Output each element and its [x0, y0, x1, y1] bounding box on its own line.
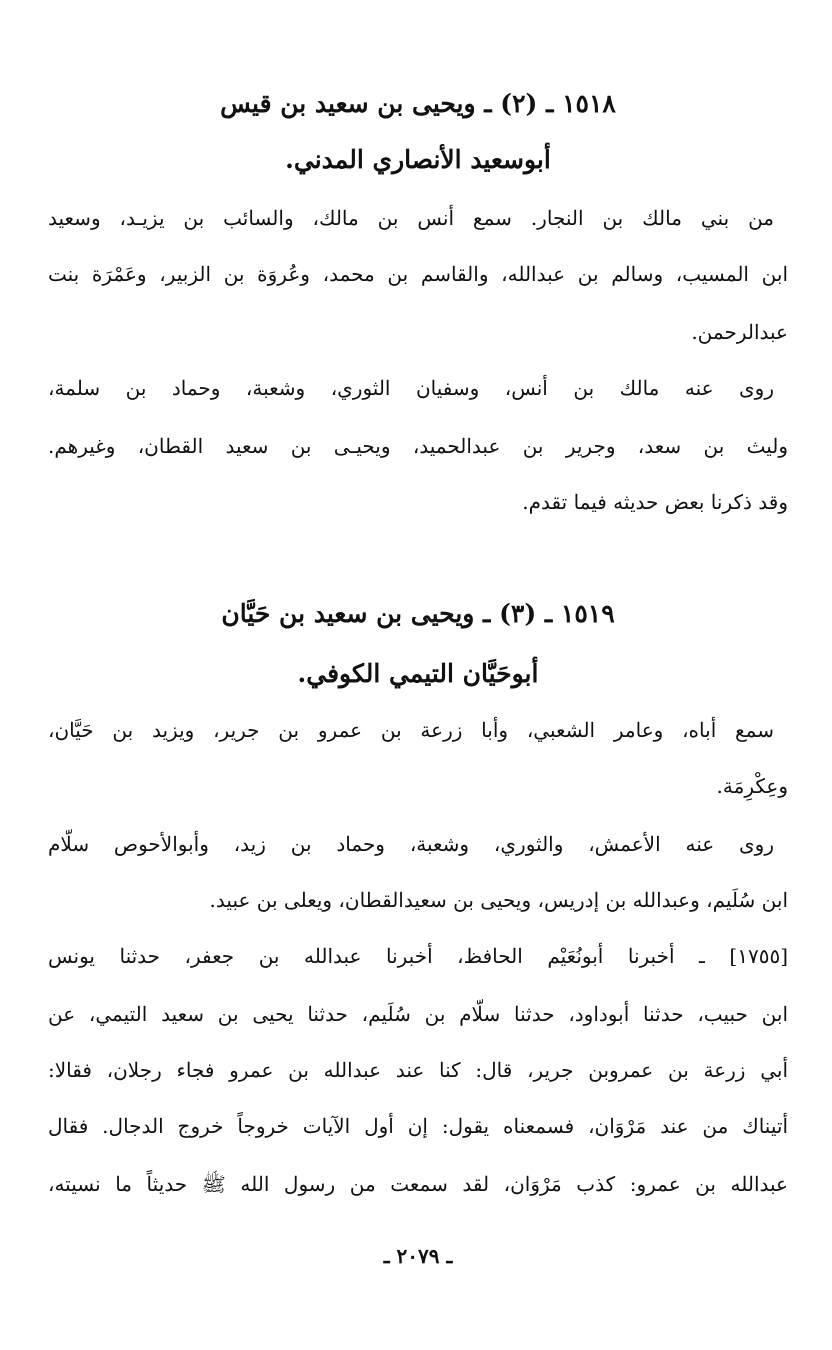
text-line: عبدالرحمن. [691, 320, 788, 344]
text-line: أبي زرعة بن عمروبن جرير، قال: كنا عند عبدالله بن عمرو فجاء رجلان، فقالا: [48, 1058, 788, 1082]
text-line: [١٧٥٥] ـ أخبرنا أبونُعَيْم الحافظ، أخبرنا عبدالله بن جعفر، حدثنا يونس [48, 944, 788, 968]
entry-heading: ١٥١٩ ـ (٣) ـ ويحيى بن سعيد بن حَيَّان [221, 599, 615, 628]
text-line: أتيناك من عند مَرْوَان، فسمعناه يقول: إن أول الآيات خروجاً خروج الدجال. فقال [48, 1114, 788, 1138]
text-line: روى عنه مالك بن أنس، وسفيان الثوري، وشعبة، وحماد بن سلمة، [48, 376, 774, 400]
text-line: روى عنه الأعمش، والثوري، وشعبة، وحماد بن زيد، وأبوالأحوص سلّام [48, 832, 774, 856]
text-line: وقد ذكرنا بعض حديثه فيما تقدم. [522, 490, 788, 514]
text-line: ابن حبيب، حدثنا أبوداود، حدثنا سلّام بن سُلَيم، حدثنا يحيى بن سعيد التيمي، عن [48, 1002, 788, 1026]
page-number: ـ ٢٠٧٩ ـ [383, 1244, 453, 1268]
text-line: من بني مالك بن النجار. سمع أنس بن مالك، والسائب بن يزيـد، وسعيد [48, 206, 774, 230]
entry-subheading: أبوحَيَّان التيمي الكوفي. [297, 659, 539, 688]
entry-subheading: أبوسعيد الأنصاري المدني. [285, 145, 551, 174]
text-line: سمع أباه، وعامر الشعبي، وأبا زرعة بن عمرو بن جرير، ويزيد بن حَيَّان، [48, 718, 774, 742]
document-page [48, 0, 788, 1350]
text-line: عبدالله بن عمرو: كذب مَرْوَان، لقد سمعت من رسول الله ﷺ حديثاً ما نسيته، [48, 1172, 788, 1196]
entry-heading: ١٥١٨ ـ (٢) ـ ويحيى بن سعيد بن قيس [220, 89, 616, 118]
text-line: ابن سُلَيم، وعبدالله بن إدريس، ويحيى بن سعيدالقطان، ويعلى بن عبيد. [209, 888, 788, 912]
text-line: وعِكْرِمَة. [716, 774, 788, 798]
text-line: وليث بن سعد، وجرير بن عبدالحميد، ويحيـى بن سعيد القطان، وغيرهم. [48, 434, 788, 458]
text-line: ابن المسيب، وسالم بن عبدالله، والقاسم بن محمد، وعُروَة بن الزبير، وعَمْرَة بنت [48, 262, 788, 286]
